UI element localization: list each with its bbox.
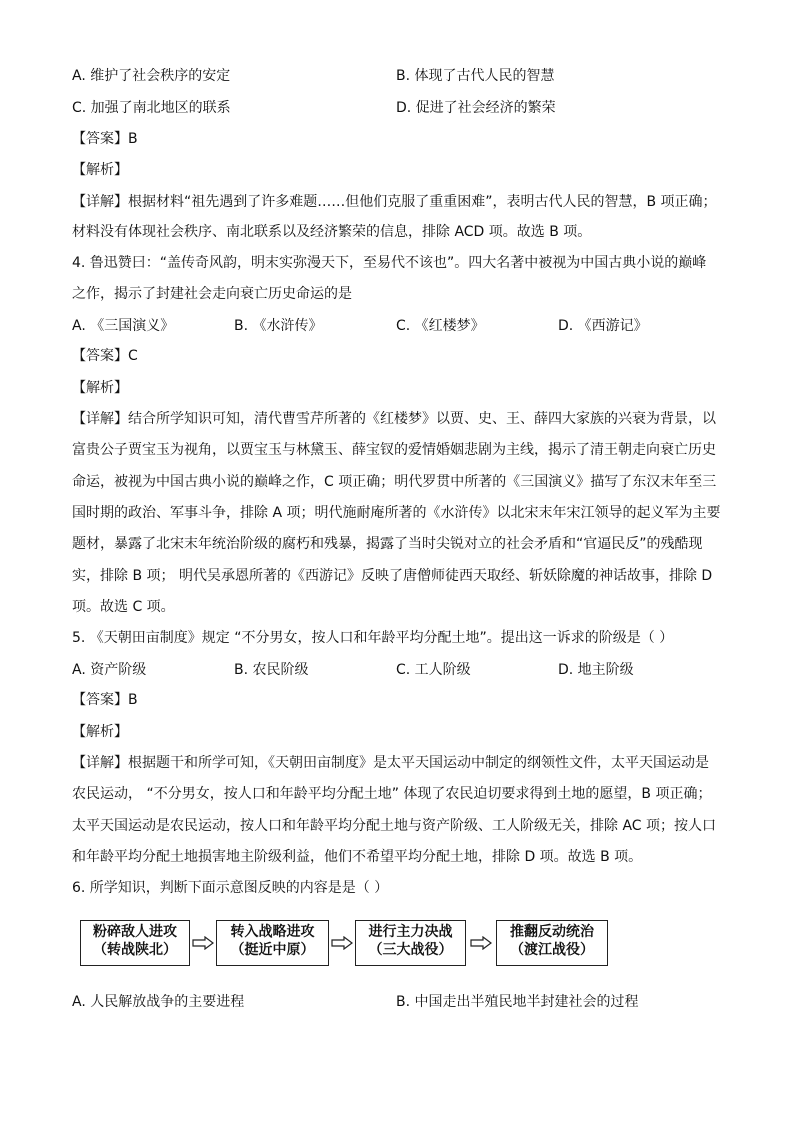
question-stem: 6. 所学知识，判断下面示意图反映的内容是是（ ）: [72, 880, 389, 896]
flow-arrow-icon: [192, 936, 214, 950]
detail-line: 【详解】根据题干和所学可知，《天朝田亩制度》是太平天国运动中制定的纲领性文件，太平天国运动是: [72, 755, 709, 771]
detail-line: 材料没有体现社会秩序、南北联系以及经济繁荣的信息，排除 ACD 项。故选 B 项。: [72, 224, 592, 240]
flow-arrow-icon: [331, 936, 353, 950]
flow-step-title: 进行主力决战: [368, 924, 453, 940]
question-stem: 之作，揭示了封建社会走向衰亡历史命运的是: [72, 286, 352, 302]
flow-step-3: [355, 920, 466, 966]
option-d: D. 促进了社会经济的繁荣: [396, 100, 556, 116]
detail-line: 富贵公子贾宝玉为视角，以贾宝玉与林黛玉、薛宝钗的爱情婚姻悲剧为主线，揭示了清王朝走向衰亡历史: [72, 442, 716, 458]
flow-step-title: 转入战略进攻: [230, 924, 315, 940]
option-a: A. 《三国演义》: [72, 318, 175, 334]
detail-line: 实，排除 B 项； 明代吴承恩所著的《西游记》反映了唐僧师徒西天取经、斩妖除魔的神话故事，排除 D: [72, 568, 713, 584]
option-b: B. 农民阶级: [234, 662, 309, 678]
option-b: B. 中国走出半殖民地半封建社会的过程: [396, 994, 639, 1010]
answer-label: 【答案】B: [72, 692, 138, 708]
flow-step-subtitle: （渡江战役）: [510, 942, 594, 958]
flow-step-subtitle: （挺近中原）: [230, 942, 315, 958]
detail-line: 农民运动， “不分男女，按人口和年龄平均分配土地” 体现了农民迫切要求得到土地的愿望，B 项正确；: [72, 786, 712, 802]
detail-line: 【详解】根据材料“祖先遇到了许多难题……但他们克服了重重困难”，表明古代人民的智慧，B 项正确；: [72, 194, 717, 210]
flow-step-1: [80, 920, 190, 966]
option-a: A. 人民解放战争的主要进程: [72, 994, 245, 1010]
analysis-label: 【解析】: [72, 162, 128, 178]
flow-step-subtitle: （三大战役）: [368, 942, 453, 958]
option-c: C. 加强了南北地区的联系: [72, 100, 231, 116]
question-stem: 4. 鲁迅赞曰：“盖传奇风韵，明末实弥漫天下，至易代不该也”。四大名著中被视为中国古典小说的巅峰: [72, 255, 707, 271]
answer-label: 【答案】C: [72, 348, 138, 364]
flow-step-title: 粉碎敌人进攻: [93, 924, 177, 940]
option-d: D. 《西游记》: [558, 318, 648, 334]
detail-line: 和年龄平均分配土地损害地主阶级利益，他们不希望平均分配土地，排除 D 项。故选 B 项。: [72, 849, 643, 865]
flow-step-subtitle: （转战陕北）: [93, 942, 177, 958]
option-a: A. 维护了社会秩序的安定: [72, 68, 231, 84]
detail-line: 题材，暴露了北宋末年统治阶级的腐朽和残暴，揭露了当时尖锐对立的社会矛盾和“官逼民反”的残酷现: [72, 536, 703, 552]
flow-step-title: 推翻反动统治: [510, 924, 594, 940]
detail-line: 太平天国运动是农民运动，按人口和年龄平均分配土地与资产阶级、工人阶级无关，排除 AC 项；按人口: [72, 818, 717, 834]
detail-line: 国时期的政治、军事斗争，排除 A 项；明代施耐庵所著的《水浒传》以北宋末年宋江领导的起义军为主要: [72, 505, 721, 521]
option-c: C. 《红楼梦》: [396, 318, 485, 334]
option-a: A. 资产阶级: [72, 662, 147, 678]
answer-label: 【答案】B: [72, 131, 138, 147]
flow-arrow-icon: [470, 936, 492, 950]
detail-line: 命运，被视为中国古典小说的巅峰之作，C 项正确；明代罗贯中所著的《三国演义》描写了东汉末年至三: [72, 474, 717, 490]
analysis-label: 【解析】: [72, 380, 128, 396]
flow-step-4: [496, 920, 608, 966]
option-b: B. 《水浒传》: [234, 318, 323, 334]
question-stem: 5. 《天朝田亩制度》规定 “不分男女，按人口和年龄平均分配土地”。提出这一诉求的阶级是（ ）: [72, 630, 674, 646]
option-d: D. 地主阶级: [558, 662, 634, 678]
detail-line: 项。故选 C 项。: [72, 599, 175, 615]
detail-line: 【详解】结合所学知识可知，清代曹雪芹所著的《红楼梦》以贾、史、王、薛四大家族的兴衰为背景，以: [72, 411, 716, 427]
option-c: C. 工人阶级: [396, 662, 471, 678]
option-b: B. 体现了古代人民的智慧: [396, 68, 555, 84]
analysis-label: 【解析】: [72, 724, 128, 740]
flow-step-2: [216, 920, 329, 966]
